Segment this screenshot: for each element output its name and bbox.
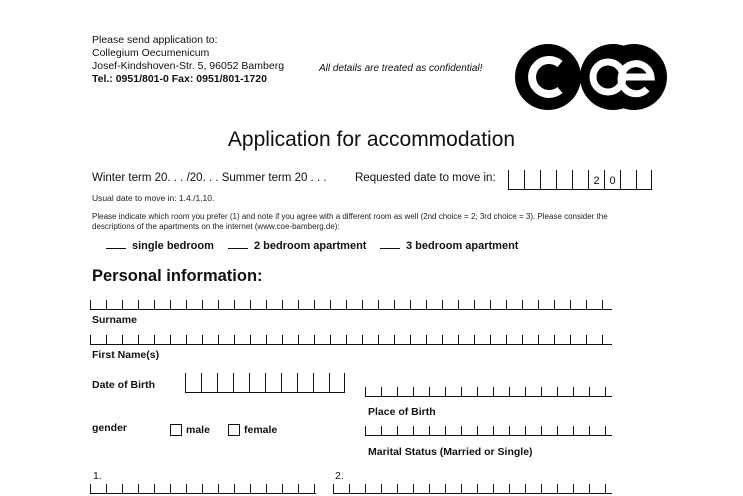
female-checkbox[interactable]: [228, 424, 240, 436]
address-line: Josef-Kindshoven-Str. 5, 96052 Bamberg: [92, 60, 285, 72]
room-instructions: Please indicate which room you prefer (1) and note if you agree with a different room as well (2nd choice = 2; 3rd choice = 3). Please consider the descriptions of the apartments on the internet (www.coe-bamberg.de):: [92, 212, 608, 231]
confidential-note: All details are treated as confidential!: [319, 63, 483, 74]
date-box[interactable]: [572, 170, 588, 190]
male-label: male: [186, 423, 210, 436]
first-name-label: First Name(s): [92, 349, 160, 361]
section-heading: Personal information:: [92, 267, 263, 285]
term-text: Winter term 20. . . /20. . . Summer term 20 . . .: [92, 172, 327, 184]
male-checkbox[interactable]: [170, 424, 182, 436]
date-box[interactable]: 0: [604, 170, 620, 190]
date-box[interactable]: [620, 170, 636, 190]
usual-date-note: Usual date to move in: 1.4./1.10.: [92, 193, 215, 203]
date-box[interactable]: [556, 170, 572, 190]
address-line: Collegium Oecumenicum: [92, 47, 210, 59]
line-2-field[interactable]: [333, 484, 612, 494]
date-box[interactable]: [636, 170, 652, 190]
female-label: female: [244, 423, 278, 436]
gender-label: gender: [92, 422, 128, 434]
dob-boxes[interactable]: [185, 373, 345, 393]
place-of-birth-label: Place of Birth: [368, 406, 436, 418]
field-number-1: 1.: [93, 470, 102, 482]
dob-box[interactable]: [233, 373, 249, 393]
room-option-label: single bedroom: [132, 240, 214, 252]
page-title: Application for accommodation: [227, 128, 516, 151]
dob-box[interactable]: [185, 373, 201, 393]
gender-female-option[interactable]: [228, 421, 277, 439]
field-number-2: 2.: [335, 470, 344, 482]
move-in-label: Requested date to move in:: [355, 172, 496, 184]
choice-blank[interactable]: [106, 247, 126, 249]
dob-box[interactable]: [329, 373, 345, 393]
dob-box[interactable]: [297, 373, 313, 393]
date-box[interactable]: [540, 170, 556, 190]
marital-status-field[interactable]: [365, 426, 612, 436]
room-option-label: 2 bedroom apartment: [254, 240, 367, 252]
surname-label: Surname: [92, 314, 137, 326]
coe-logo: [515, 44, 667, 110]
address-line: Please send application to:: [92, 34, 218, 46]
dob-box[interactable]: [217, 373, 233, 393]
room-option-2bed[interactable]: [228, 240, 366, 252]
dob-label: Date of Birth: [92, 379, 155, 391]
date-box[interactable]: [524, 170, 540, 190]
choice-blank[interactable]: [228, 247, 248, 249]
choice-blank[interactable]: [380, 247, 400, 249]
dob-box[interactable]: [281, 373, 297, 393]
move-in-date-boxes[interactable]: [508, 170, 652, 190]
dob-box[interactable]: [201, 373, 217, 393]
room-option-3bed[interactable]: [380, 240, 518, 252]
dob-box[interactable]: [265, 373, 281, 393]
surname-field[interactable]: [90, 300, 612, 310]
place-of-birth-field[interactable]: [365, 387, 612, 397]
dob-box[interactable]: [313, 373, 329, 393]
date-box[interactable]: 2: [588, 170, 604, 190]
marital-status-label: Marital Status (Married or Single): [368, 446, 533, 458]
gender-male-option[interactable]: [170, 421, 210, 439]
address-block: [92, 34, 322, 86]
date-box[interactable]: [508, 170, 524, 190]
line-1-field[interactable]: [90, 484, 316, 494]
dob-box[interactable]: [249, 373, 265, 393]
contact-line: Tel.: 0951/801-0 Fax: 0951/801-1720: [92, 73, 267, 85]
first-name-field[interactable]: [90, 335, 612, 345]
room-option-single[interactable]: [106, 240, 214, 252]
room-option-label: 3 bedroom apartment: [406, 240, 519, 252]
